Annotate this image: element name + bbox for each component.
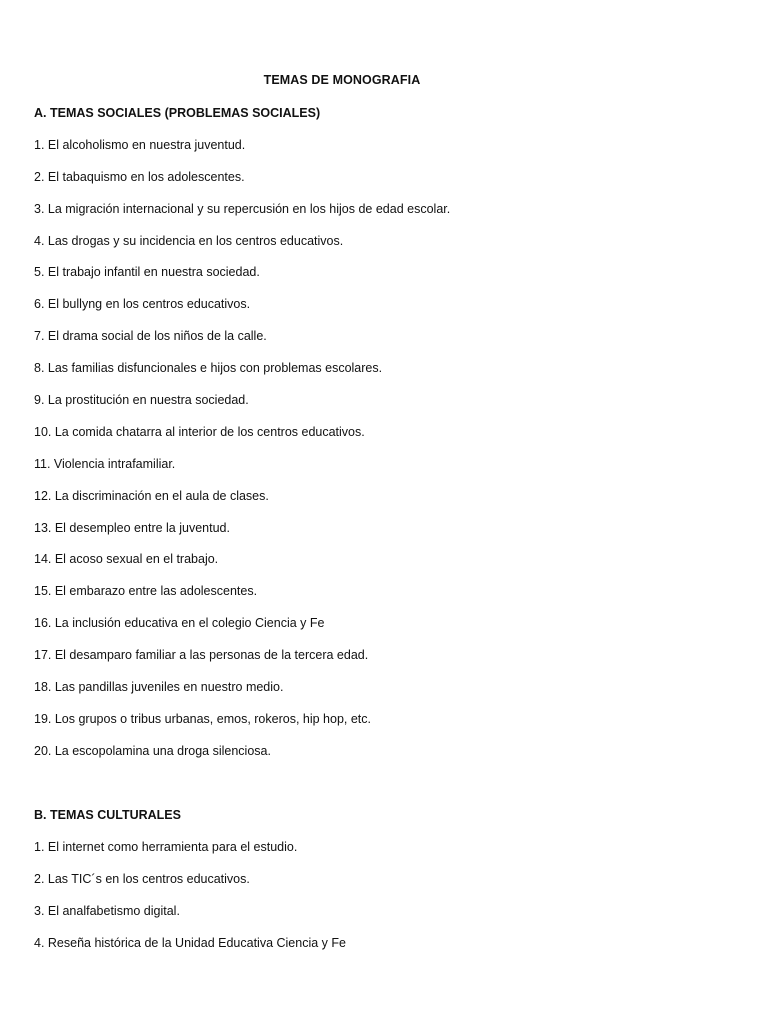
- document-title: TEMAS DE MONOGRAFIA: [263, 73, 421, 87]
- list-item: 10. La comida chatarra al interior de los centros educativos.: [34, 425, 365, 439]
- list-item: 13. El desempleo entre la juventud.: [34, 521, 230, 535]
- list-item: 3. La migración internacional y su repercusión en los hijos de edad escolar.: [34, 202, 451, 216]
- list-item: 2. Las TIC´s en los centros educativos.: [34, 872, 250, 886]
- list-item: 11. Violencia intrafamiliar.: [34, 457, 176, 471]
- list-item: 16. La inclusión educativa en el colegio Ciencia y Fe: [34, 616, 325, 630]
- list-item: 14. El acoso sexual en el trabajo.: [34, 552, 219, 566]
- list-item: 20. La escopolamina una droga silenciosa.: [34, 744, 271, 758]
- list-item: 8. Las familias disfuncionales e hijos con problemas escolares.: [34, 361, 383, 375]
- list-item: 3. El analfabetismo digital.: [34, 904, 180, 918]
- list-item: 4. Las drogas y su incidencia en los centros educativos.: [34, 234, 344, 248]
- list-item: 19. Los grupos o tribus urbanas, emos, rokeros, hip hop, etc.: [34, 712, 371, 726]
- list-item: 15. El embarazo entre las adolescentes.: [34, 584, 258, 598]
- list-item: 18. Las pandillas juveniles en nuestro medio.: [34, 680, 284, 694]
- list-item: 1. El alcoholismo en nuestra juventud.: [34, 138, 246, 152]
- list-item: 17. El desamparo familiar a las personas de la tercera edad.: [34, 648, 369, 662]
- list-item: 6. El bullyng en los centros educativos.: [34, 297, 251, 311]
- list-item: 4. Reseña histórica de la Unidad Educativa Ciencia y Fe: [34, 936, 346, 950]
- section-b-heading: B. TEMAS CULTURALES: [34, 808, 181, 822]
- list-item: 9. La prostitución en nuestra sociedad.: [34, 393, 249, 407]
- list-item: 1. El internet como herramienta para el estudio.: [34, 840, 298, 854]
- list-item: 5. El trabajo infantil en nuestra sociedad.: [34, 265, 260, 279]
- list-item: 7. El drama social de los niños de la calle.: [34, 329, 267, 343]
- section-a-heading: A. TEMAS SOCIALES (PROBLEMAS SOCIALES): [34, 106, 321, 120]
- list-item: 2. El tabaquismo en los adolescentes.: [34, 170, 245, 184]
- list-item: 12. La discriminación en el aula de clases.: [34, 489, 269, 503]
